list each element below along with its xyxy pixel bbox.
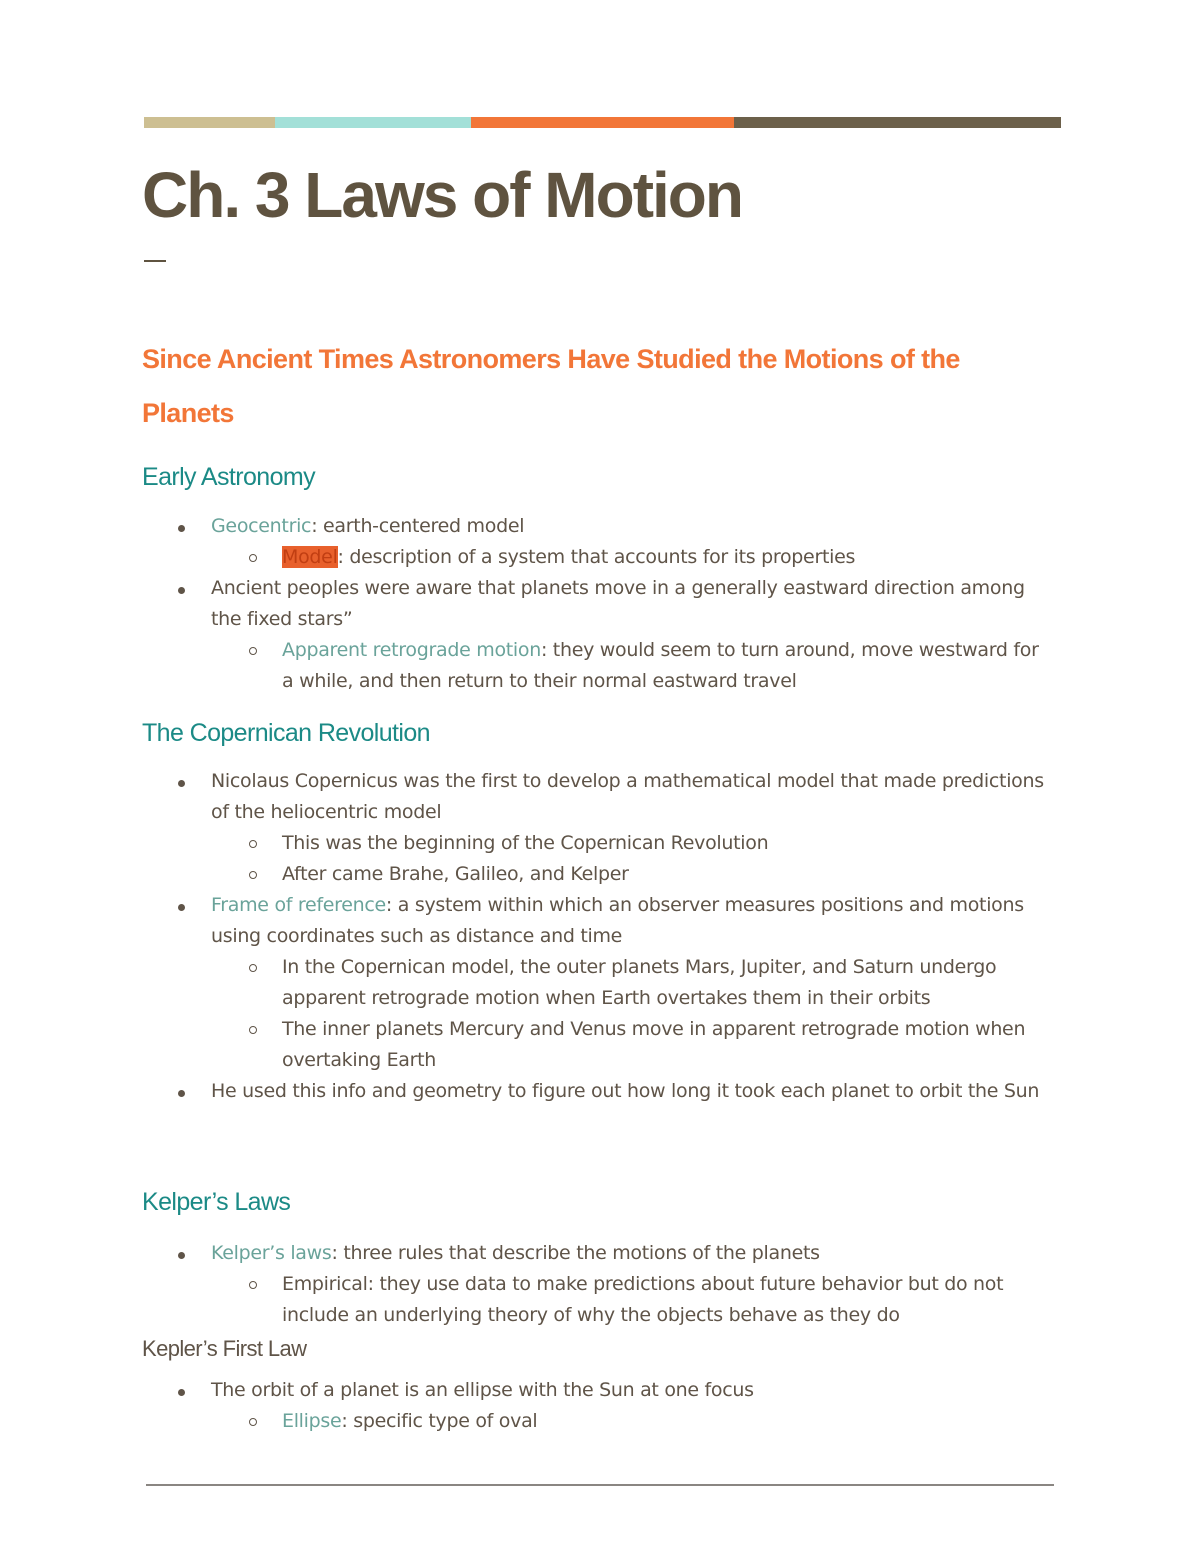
list-item-text: The orbit of a planet is an ellipse with the Sun at one focus: [211, 1379, 754, 1401]
list-item: [0, 1269, 1200, 1331]
kelpers-laws-list: [0, 1238, 1200, 1331]
list-item: [0, 890, 1200, 952]
circle-bullet-icon: [249, 840, 257, 848]
list-item-text: : a system within which an observer measures positions and motions using coordinates such as distance and time: [211, 894, 1024, 947]
list-item: [0, 1375, 1200, 1406]
bullet-icon: [178, 780, 185, 787]
circle-bullet-icon: [249, 871, 257, 879]
list-item-text: He used this info and geometry to figure out how long it took each planet to orbit the Sun: [211, 1080, 1040, 1102]
list-item: [0, 859, 1200, 890]
term-apparent-retrograde-motion: Apparent retrograde motion: [282, 639, 541, 661]
title-dash: [144, 260, 166, 262]
early-astronomy-list: [0, 511, 1200, 697]
list-item-text: Ancient peoples were aware that planets move in a generally eastward direction among the fixed stars”: [211, 577, 1025, 630]
list-item: [0, 1238, 1200, 1269]
term-geocentric: Geocentric: [211, 515, 312, 537]
list-item: [0, 1406, 1200, 1437]
list-item: [0, 511, 1200, 542]
bullet-icon: [178, 1252, 185, 1259]
list-item: [0, 766, 1200, 828]
list-item-text: : description of a system that accounts for its properties: [337, 546, 856, 568]
bullet-icon: [178, 525, 185, 532]
list-item: [0, 542, 1200, 573]
list-item-text: This was the beginning of the Copernican Revolution: [282, 832, 769, 854]
list-item-text: : they would seem to turn around, move westward for a while, and then return to their normal eastward travel: [282, 639, 1039, 692]
subheading-early-astronomy: Early Astronomy: [142, 463, 316, 491]
bullet-icon: [178, 1090, 185, 1097]
list-item: [0, 635, 1200, 697]
color-segment-brown: [734, 117, 1061, 128]
circle-bullet-icon: [249, 1026, 257, 1034]
bullet-icon: [178, 904, 185, 911]
bullet-icon: [178, 1389, 185, 1396]
term-ellipse: Ellipse: [282, 1410, 342, 1432]
color-segment-aqua: [275, 117, 471, 128]
list-item: [0, 1014, 1200, 1076]
copernican-revolution-list: [0, 766, 1200, 1107]
subheading-keplers-first-law: Kepler’s First Law: [142, 1336, 307, 1361]
footer-divider: [146, 1484, 1054, 1486]
bullet-icon: [178, 587, 185, 594]
circle-bullet-icon: [249, 1418, 257, 1426]
term-model-highlighted: Model: [282, 546, 338, 568]
circle-bullet-icon: [249, 1281, 257, 1289]
list-item: [0, 952, 1200, 1014]
term-frame-of-reference: Frame of reference: [211, 894, 386, 916]
color-segment-orange: [471, 117, 734, 128]
list-item-text: : three rules that describe the motions of the planets: [331, 1242, 820, 1264]
header-color-bar: [144, 117, 1061, 128]
circle-bullet-icon: [249, 554, 257, 562]
list-item-text: Nicolaus Copernicus was the first to develop a mathematical model that made predictions of the heliocentric model: [211, 770, 1044, 823]
subheading-copernican-revolution: The Copernican Revolution: [142, 719, 430, 747]
list-item-text: In the Copernican model, the outer planets Mars, Jupiter, and Saturn undergo apparent retrograde motion when Earth overtakes them in their orbits: [282, 956, 997, 1009]
circle-bullet-icon: [249, 647, 257, 655]
subheading-kelpers-laws: Kelper’s Laws: [142, 1188, 291, 1216]
keplers-first-law-list: [0, 1375, 1200, 1437]
section-heading-ancient-times: Since Ancient Times Astronomers Have Studied the Motions of the Planets: [142, 344, 960, 428]
list-item: [0, 573, 1200, 635]
circle-bullet-icon: [249, 964, 257, 972]
list-item-text: After came Brahe, Galileo, and Kelper: [282, 863, 629, 885]
list-item: [0, 828, 1200, 859]
list-item-text: : earth-centered model: [311, 515, 525, 537]
list-item-text: The inner planets Mercury and Venus move in apparent retrograde motion when overtaking Earth: [282, 1018, 1026, 1071]
term-kelpers-laws: Kelper’s laws: [211, 1242, 332, 1264]
color-segment-tan: [144, 117, 275, 128]
list-item: [0, 1076, 1200, 1107]
document-title: Ch. 3 Laws of Motion: [142, 159, 742, 231]
list-item-text: : specific type of oval: [341, 1410, 538, 1432]
list-item-text: Empirical: they use data to make predictions about future behavior but do not include an underlying theory of why the objects behave as they do: [282, 1273, 1004, 1326]
